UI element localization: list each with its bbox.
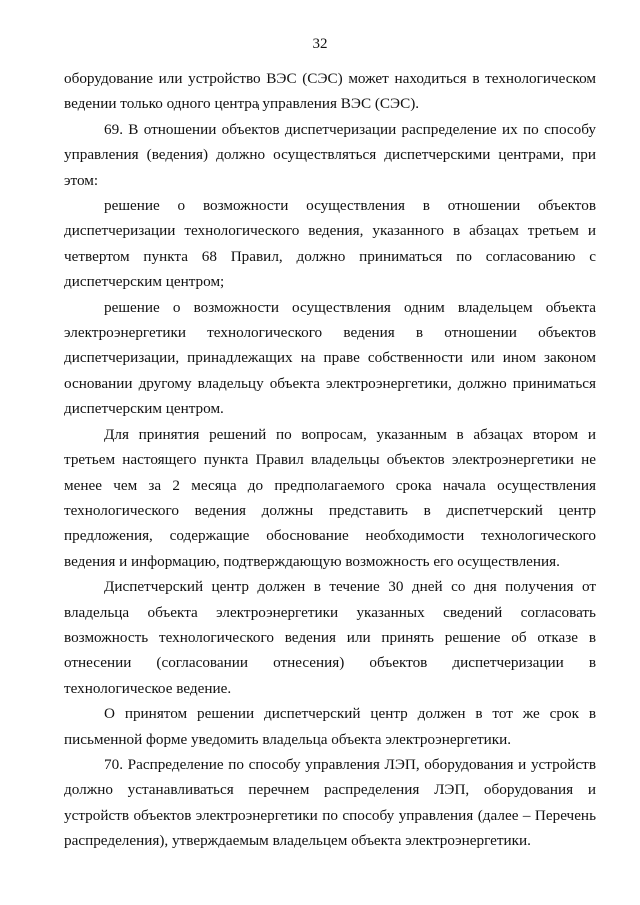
paragraph-item-69: 69. В отношении объектов диспетчеризации распределение их по способу управления (ведения) должно осуществляться диспетчерскими центрами, при этом:	[64, 120, 596, 189]
paragraph-decision-dispatch: решение о возможности осуществления одним владельцем объекта электроэнергетики технологического ведения в отношении объектов диспетчеризации, принадлежащих на праве собственности или ином законом основании другому владельцу объекта электроэнергетики, должно приниматься диспетчерским центром.	[64, 298, 596, 418]
document-body	[64, 66, 596, 854]
paragraph-notification: О принятом решении диспетчерский центр должен в тот же срок в письменной форме уведомить владельца объекта электроэнергетики.	[64, 705, 596, 748]
paragraph-proposal-submission: Для принятия решений по вопросам, указанным в абзацах втором и третьем настоящего пункта Правил владельцы объектов электроэнергетики не менее чем за 2 месяца до предполагаемого срока начала осуществления технологического ведения должны представить в диспетчерский центр предложения, содержащие обоснование необходимости технологического ведения и информацию, подтверждающую возможность его осуществления.	[64, 425, 596, 570]
paragraph-continuation: оборудование или устройство ВЭС (СЭС) может находиться в технологическом ведении только одного центра управления ВЭС (СЭС).	[64, 70, 596, 113]
paragraph-decision-agreement: решение о возможности осуществления в отношении объектов диспетчеризации технологического ведения, указанного в абзацах третьем и четвертом пункта 68 Правил, должно приниматься по согласованию с диспетчерским центром;	[64, 197, 596, 291]
paragraph-approval-term: Диспетчерский центр должен в течение 30 дней со дня получения от владельца объекта электроэнергетики указанных сведений согласовать возможность технологического ведения или принять решение об отказе в отнесении (согласовании отнесения) объектов диспетчеризации в технологическое ведение.	[64, 578, 596, 697]
paragraph-item-70: 70. Распределение по способу управления ЛЭП, оборудования и устройств должно устанавливаться перечнем распределения ЛЭП, оборудования и устройств объектов электроэнергетики по способу управления (далее – Перечень распределения), утверждаемым владельцем объекта электроэнергетики.	[64, 755, 596, 850]
page-number: 32	[312, 36, 328, 52]
